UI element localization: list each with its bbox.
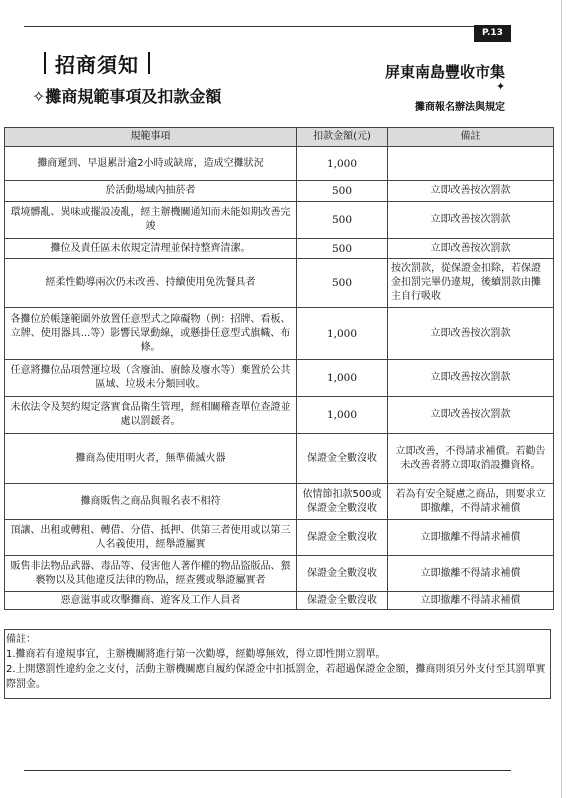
column-header: 備註 bbox=[388, 128, 554, 147]
table-header-row bbox=[5, 128, 554, 147]
penalty-amount: 保證金全數沒收 bbox=[297, 592, 388, 610]
table-row bbox=[5, 397, 554, 434]
rule-note: 立即改善按次罰款 bbox=[388, 202, 554, 239]
rule-item: 各攤位於帳篷範圍外放置任意型式之障礙物（例：招牌、看板、立牌、使用器具...等）影響民眾動線，或懸掛任意型式旗幟、布條。 bbox=[5, 308, 297, 360]
page-number-badge: P.13 bbox=[474, 25, 511, 42]
note-item: 2.上開懲罰性違約金之支付，活動主辦機關應自履約保證金中扣抵罰金，若超過保證金金額，攤商則須另外支付至其罰單實際罰金。 bbox=[6, 664, 546, 690]
penalty-amount: 500 bbox=[297, 202, 388, 239]
title-bar-left bbox=[44, 52, 46, 74]
rule-note bbox=[388, 147, 554, 181]
title-bar-right bbox=[148, 52, 150, 74]
penalty-amount: 保證金全數沒收 bbox=[297, 434, 388, 484]
table-row bbox=[5, 147, 554, 181]
rule-note: 立即改善按次罰款 bbox=[388, 239, 554, 259]
table-row bbox=[5, 181, 554, 202]
rule-note: 按次罰款，從保證金扣除，若保證金扣罰完畢仍違規，後續罰款由攤主自行吸收 bbox=[388, 259, 554, 308]
table-row bbox=[5, 202, 554, 239]
table-row bbox=[5, 520, 554, 556]
penalty-amount: 依情節扣款500或保證金全數沒收 bbox=[297, 484, 388, 520]
rule-note: 立即改善按次罰款 bbox=[388, 360, 554, 397]
top-rule bbox=[24, 26, 511, 27]
rule-note: 立即改善按次罰款 bbox=[388, 181, 554, 202]
rule-item: 惡意滋事或攻擊攤商、遊客及工作人員者 bbox=[5, 592, 297, 610]
notes-box bbox=[4, 629, 551, 699]
note-item: 1.攤商若有違規事宜，主辦機關將進行第一次勸導，經勸導無效，得立即性開立罰單。 bbox=[6, 649, 386, 660]
table-row bbox=[5, 556, 554, 592]
rule-item: 攤位及責任區未依規定清理並保持整齊清潔。 bbox=[5, 239, 297, 259]
penalty-table bbox=[4, 127, 554, 610]
rule-item: 攤商為使用明火者，無準備滅火器 bbox=[5, 434, 297, 484]
star-icon: ✦ bbox=[496, 80, 506, 93]
rule-note: 立即改善，不得請求補償。若勸告未改善者將立即取消設攤資格。 bbox=[388, 434, 554, 484]
rule-item: 於活動場域內抽菸者 bbox=[5, 181, 297, 202]
rule-item: 攤商販售之商品與報名表不相符 bbox=[5, 484, 297, 520]
rule-note: 立即撤離不得請求補償 bbox=[388, 520, 554, 556]
penalty-amount: 1,000 bbox=[297, 147, 388, 181]
rule-note: 立即撤離不得請求補償 bbox=[388, 556, 554, 592]
rule-item: 販售非法物品武器、毒品等、侵害他人著作權的物品盜版品、猥褻物以及其他違反法律的物品，經查獲或舉證屬實者 bbox=[5, 556, 297, 592]
rule-item: 未依法令及契約規定落實食品衛生管理，經相關稽查單位查證並處以罰鍰者。 bbox=[5, 397, 297, 434]
table-row bbox=[5, 239, 554, 259]
rule-item: 經柔性勸導兩次仍未改善、持續使用免洗餐具者 bbox=[5, 259, 297, 308]
market-name: 屏東南島豐收市集 bbox=[384, 63, 505, 81]
column-header: 規範事項 bbox=[5, 128, 297, 147]
rule-item: 攤商遲到、早退累計逾2小時或缺席，造成空攤狀況 bbox=[5, 147, 297, 181]
penalty-amount: 500 bbox=[297, 239, 388, 259]
notes-heading: 備註： bbox=[6, 634, 36, 645]
table-row bbox=[5, 259, 554, 308]
page-edge-line bbox=[561, 0, 562, 798]
page-title: 招商須知 bbox=[55, 52, 139, 77]
table-row bbox=[5, 484, 554, 520]
table-row bbox=[5, 360, 554, 397]
rule-note: 若為有安全疑慮之商品，則要求立即撤離，不得請求補償 bbox=[388, 484, 554, 520]
table-row bbox=[5, 592, 554, 610]
penalty-amount: 保證金全數沒收 bbox=[297, 556, 388, 592]
rule-item: 頂讓、出租或轉租、轉借、分借、抵押、供第三者使用或以第三人名義使用，經舉證屬實 bbox=[5, 520, 297, 556]
column-header: 扣款金額(元) bbox=[297, 128, 388, 147]
penalty-amount: 1,000 bbox=[297, 308, 388, 360]
rule-item: 環境髒亂、異味或擺設凌亂，經主辦機關通知而未能如期改善完竣 bbox=[5, 202, 297, 239]
rule-item: 任意將攤位品項營運垃圾（含廢油、廚餘及廢水等）棄置於公共區域、垃圾未分類回收。 bbox=[5, 360, 297, 397]
penalty-amount: 保證金全數沒收 bbox=[297, 520, 388, 556]
table-row bbox=[5, 434, 554, 484]
section-subtitle: ✧攤商規範事項及扣款金額 bbox=[32, 87, 222, 106]
table-row bbox=[5, 308, 554, 360]
rule-note: 立即改善按次罰款 bbox=[388, 308, 554, 360]
penalty-amount: 500 bbox=[297, 181, 388, 202]
penalty-amount: 1,000 bbox=[297, 360, 388, 397]
bottom-rule bbox=[24, 770, 511, 771]
rule-note: 立即撤離不得請求補償 bbox=[388, 592, 554, 610]
rules-title: 攤商報名辦法與規定 bbox=[415, 102, 505, 113]
penalty-amount: 500 bbox=[297, 259, 388, 308]
rule-note: 立即改善按次罰款 bbox=[388, 397, 554, 434]
title-block bbox=[44, 51, 150, 75]
penalty-amount: 1,000 bbox=[297, 397, 388, 434]
